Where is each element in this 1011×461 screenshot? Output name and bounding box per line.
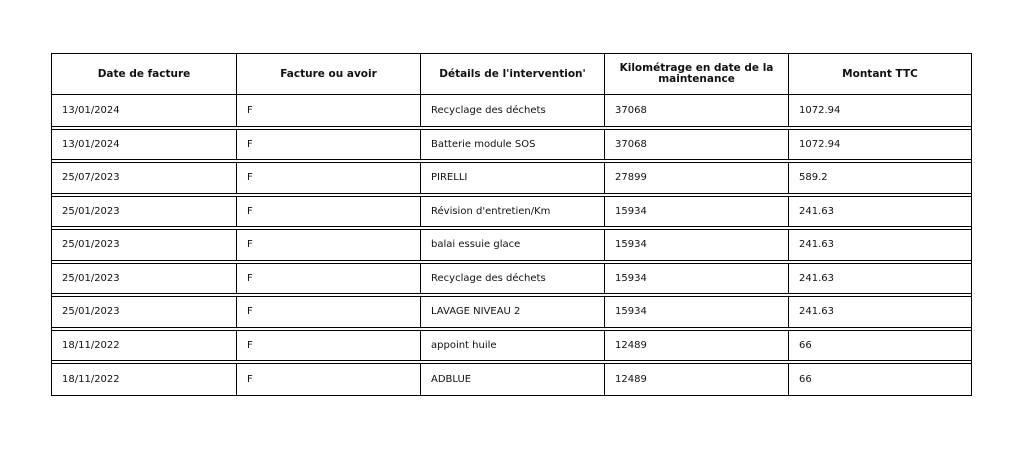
cell-km: 27899 <box>605 163 789 193</box>
cell-amount: 1072.94 <box>799 138 841 150</box>
cell-type: F <box>237 297 421 327</box>
cell-amount: 241.63 <box>799 306 834 318</box>
header-details-intervention: Détails de l'intervention' <box>421 54 605 94</box>
cell-km: 15934 <box>605 297 789 327</box>
table-row <box>52 95 971 127</box>
cell-details: Révision d'entretien/Km <box>421 197 605 227</box>
table-body <box>52 95 971 395</box>
cell-type: F <box>237 130 421 160</box>
cell-details: ADBLUE <box>421 364 605 395</box>
cell-date: 25/01/2023 <box>52 230 237 260</box>
cell-details: LAVAGE NIVEAU 2 <box>421 297 605 327</box>
cell-km: 15934 <box>605 230 789 260</box>
cell-type: F <box>237 163 421 193</box>
table-row <box>52 330 971 362</box>
table-row <box>52 129 971 161</box>
table-row <box>52 263 971 295</box>
cell-details: PIRELLI <box>421 163 605 193</box>
cell-date: 25/07/2023 <box>52 163 237 193</box>
cell-date: 18/11/2022 <box>52 331 237 361</box>
table-row <box>52 196 971 228</box>
cell-amount: 241.63 <box>799 239 834 251</box>
cell-date: 25/01/2023 <box>52 297 237 327</box>
cell-date: 13/01/2024 <box>52 95 237 126</box>
cell-amount: 241.63 <box>799 272 834 284</box>
cell-type: F <box>237 331 421 361</box>
maintenance-table <box>51 53 972 396</box>
cell-details: Recyclage des déchets <box>421 264 605 294</box>
cell-km: 12489 <box>605 364 789 395</box>
header-montant-ttc: Montant TTC <box>842 67 918 80</box>
cell-date: 25/01/2023 <box>52 197 237 227</box>
cell-amount: 589.2 <box>799 172 828 184</box>
cell-amount: 66 <box>799 373 812 385</box>
cell-km: 12489 <box>605 331 789 361</box>
cell-type: F <box>237 197 421 227</box>
cell-km: 37068 <box>605 95 789 126</box>
cell-date: 13/01/2024 <box>52 130 237 160</box>
table-row <box>52 363 971 395</box>
header-date-facture: Date de facture <box>52 54 237 94</box>
cell-details: appoint huile <box>421 331 605 361</box>
cell-km: 37068 <box>605 130 789 160</box>
table-row <box>52 162 971 194</box>
cell-type: F <box>237 264 421 294</box>
table-header-row <box>52 54 971 95</box>
cell-details: Batterie module SOS <box>421 130 605 160</box>
cell-details: Recyclage des déchets <box>421 95 605 126</box>
cell-amount: 66 <box>799 339 812 351</box>
cell-type: F <box>237 230 421 260</box>
cell-date: 25/01/2023 <box>52 264 237 294</box>
cell-amount: 241.63 <box>799 205 834 217</box>
table-row <box>52 296 971 328</box>
cell-km: 15934 <box>605 264 789 294</box>
cell-details: balai essuie glace <box>421 230 605 260</box>
cell-amount: 1072.94 <box>799 104 841 116</box>
table-row <box>52 229 971 261</box>
cell-km: 15934 <box>605 197 789 227</box>
cell-type: F <box>237 364 421 395</box>
cell-type: F <box>237 95 421 126</box>
cell-date: 18/11/2022 <box>52 364 237 395</box>
header-kilometrage: Kilométrage en date de la maintenance <box>605 54 789 94</box>
header-facture-ou-avoir: Facture ou avoir <box>237 54 421 94</box>
